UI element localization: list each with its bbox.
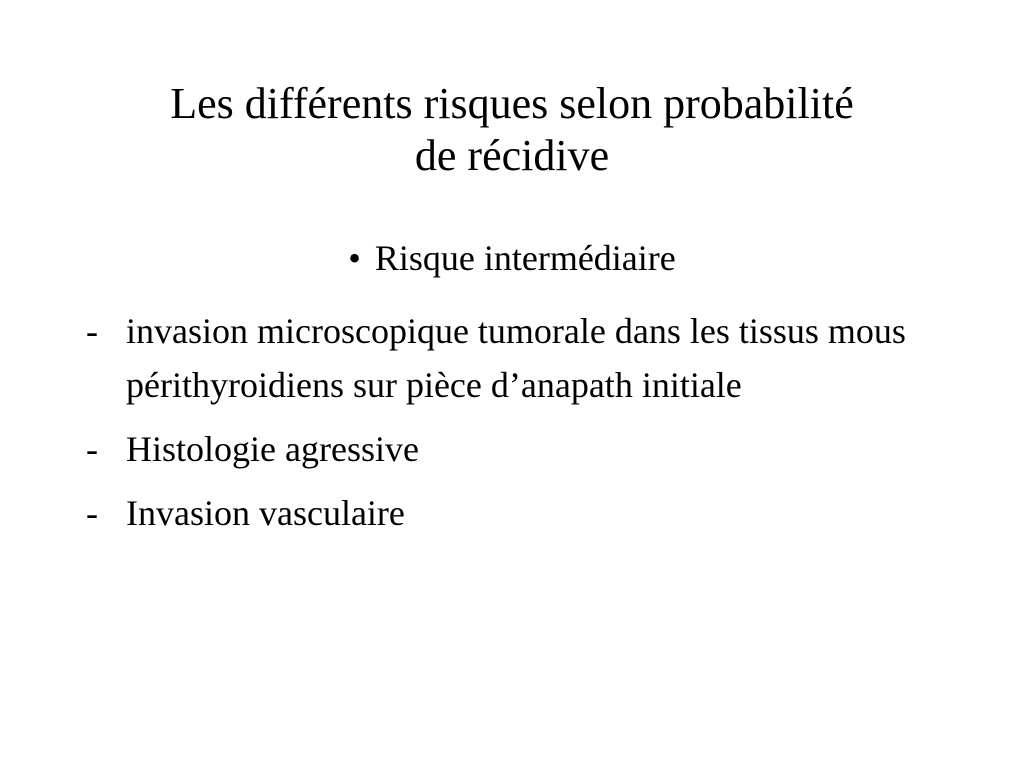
bullet-heading <box>0 236 1024 280</box>
dash-marker: - <box>86 311 98 351</box>
dash-marker: - <box>86 429 98 469</box>
list-item <box>86 304 966 412</box>
list-item-text: invasion microscopique tumorale dans les tissus mous périthyroidiens sur pièce d’anapath initiale <box>126 311 906 405</box>
bullet-heading-text: Risque intermédiaire <box>374 238 676 278</box>
slide-title-line-2: de récidive <box>414 131 610 180</box>
bullet-marker: • <box>348 238 361 278</box>
dash-list <box>86 304 966 550</box>
dash-marker: - <box>86 493 98 533</box>
list-item <box>86 486 966 540</box>
list-item <box>86 422 966 476</box>
slide-title <box>60 78 964 182</box>
list-item-text: Histologie agressive <box>126 429 419 469</box>
list-item-text: Invasion vasculaire <box>126 493 405 533</box>
slide-title-line-1: Les différents risques selon probabilité <box>170 79 854 128</box>
